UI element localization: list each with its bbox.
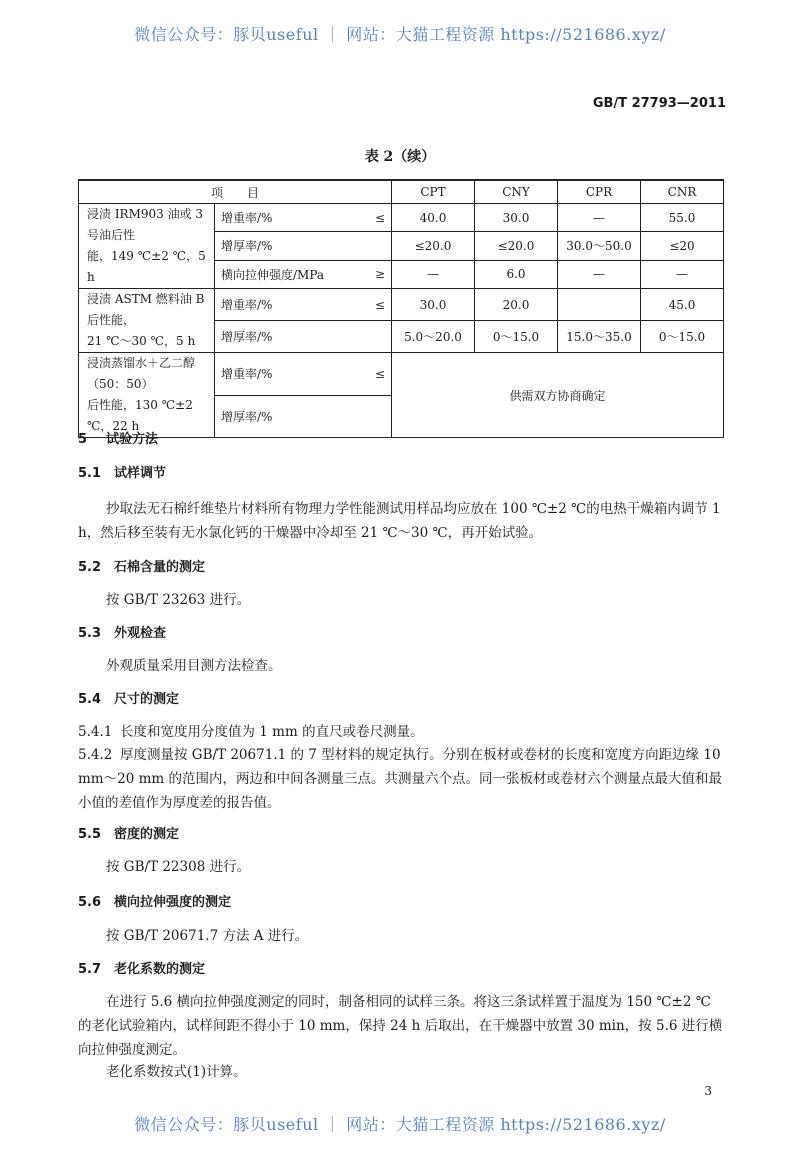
value-cell: ≤20.0 <box>475 232 558 260</box>
paragraph-5-7: 在进行 5.6 横向拉伸强度测定的同时，制备相同的试样三条。将这三条试样置于温度为 150 ℃±2 ℃ 的老化试验箱内，试样间距不得小于 10 mm，保持 24 h 后取出，在干燥器中放置 30 min，按 5.6 进行横向拉伸强度测定。 <box>78 994 723 1058</box>
operator: ≤ <box>361 289 392 321</box>
value-cell: 0～15.0 <box>641 321 724 353</box>
spec-table <box>78 179 724 438</box>
header-cpt: CPT <box>392 180 475 204</box>
value-cell: ≤20 <box>641 232 724 260</box>
paragraph-5-3: 外观质量采用目测方法检查。 <box>106 658 282 674</box>
value-cell: 55.0 <box>641 204 724 232</box>
section-number: 5.1 <box>78 466 102 481</box>
table-row <box>79 289 724 321</box>
clause-5-4-2 <box>78 743 724 815</box>
merged-value-cell: 供需双方协商确定 <box>392 353 724 438</box>
value-cell: ≤20.0 <box>392 232 475 260</box>
watermark-bottom: 微信公众号：豚贝useful ｜ 网站：大猫工程资源 https://521686.xyz/ <box>134 1115 666 1134</box>
section-title: 试验方法 <box>106 432 159 447</box>
clause-number: 5.4.1 <box>78 724 113 740</box>
table-row <box>79 353 724 396</box>
condition-cell <box>79 353 215 438</box>
value-cell: — <box>641 260 724 288</box>
condition-cell <box>79 204 215 289</box>
operator <box>361 232 392 260</box>
header-cny: CNY <box>475 180 558 204</box>
operator: ≤ <box>361 353 392 396</box>
condition-line: 浸渍蒸馏水＋乙二醇（50：50） <box>87 356 196 391</box>
clause-5-4-1 <box>78 721 724 744</box>
condition-line: 后性能，130 ℃±2 ℃，22 h <box>87 398 193 433</box>
section-title: 尺寸的测定 <box>114 692 180 707</box>
value-cell: 20.0 <box>475 289 558 321</box>
value-cell: 5.0～20.0 <box>392 321 475 353</box>
property-label: 增重率/% <box>215 289 362 321</box>
value-cell: 45.0 <box>641 289 724 321</box>
condition-line: 21 ℃～30 ℃，5 h <box>87 334 196 348</box>
value-cell: — <box>392 260 475 288</box>
section-number: 5.5 <box>78 827 102 842</box>
operator: ≤ <box>361 204 392 232</box>
value-cell: 30.0 <box>392 289 475 321</box>
section-title: 外观检查 <box>114 626 167 641</box>
property-label: 增重率/% <box>215 353 362 396</box>
value-cell: — <box>558 260 641 288</box>
watermark-top: 微信公众号：豚贝useful ｜ 网站：大猫工程资源 https://521686.xyz/ <box>134 25 666 44</box>
section-heading-5-3 <box>78 622 724 645</box>
header-cpr: CPR <box>558 180 641 204</box>
clause-number: 5.4.2 <box>78 747 113 763</box>
operator: ≥ <box>361 260 392 288</box>
section-title: 石棉含量的测定 <box>114 560 206 575</box>
table-header-row <box>79 180 724 204</box>
value-cell <box>558 289 641 321</box>
table-caption: 表 2（续） <box>364 149 436 165</box>
clause-text: 长度和宽度用分度值为 1 mm 的直尺或卷尺测量。 <box>120 724 424 740</box>
paragraph-5-7-formula-ref: 老化系数按式(1)计算。 <box>106 1064 247 1080</box>
section-number: 5.6 <box>78 895 102 910</box>
table-row <box>79 204 724 232</box>
section-heading-5 <box>78 428 724 451</box>
section-title: 试样调节 <box>114 466 167 481</box>
condition-line: 浸渍 IRM903 油或 3 号油后性 <box>87 207 204 242</box>
section-title: 密度的测定 <box>114 827 180 842</box>
value-cell: 0～15.0 <box>475 321 558 353</box>
section-heading-5-2 <box>78 556 724 579</box>
value-cell: 30.0 <box>475 204 558 232</box>
header-item: 项 目 <box>79 180 392 204</box>
section-heading-5-1 <box>78 462 724 485</box>
section-heading-5-7 <box>78 958 724 981</box>
value-cell: 15.0～35.0 <box>558 321 641 353</box>
property-label: 横向拉伸强度/MPa <box>215 260 362 288</box>
paragraph-5-1: 抄取法无石棉纤维垫片材料所有物理力学性能测试用样品均应放在 100 ℃±2 ℃的电热干燥箱内调节 1 h，然后移至装有无水氯化钙的干燥器中冷却至 21 ℃～30 ℃，再开始试验。 <box>78 501 721 541</box>
section-number: 5.2 <box>78 560 102 575</box>
section-number: 5.4 <box>78 692 102 707</box>
property-label: 增厚率/% <box>215 395 362 438</box>
section-number: 5 <box>78 432 88 447</box>
header-cnr: CNR <box>641 180 724 204</box>
paragraph-5-6: 按 GB/T 20671.7 方法 A 进行。 <box>106 928 309 944</box>
section-title: 老化系数的测定 <box>114 962 206 977</box>
value-cell: 6.0 <box>475 260 558 288</box>
section-heading-5-4 <box>78 688 724 711</box>
value-cell: 30.0～50.0 <box>558 232 641 260</box>
condition-cell <box>79 289 215 353</box>
property-label: 增厚率/% <box>215 232 362 260</box>
section-heading-5-5 <box>78 823 724 846</box>
value-cell: — <box>558 204 641 232</box>
operator <box>361 321 392 353</box>
clause-text: 厚度测量按 GB/T 20671.1 的 7 型材料的规定执行。分别在板材或卷材的长度和宽度方向距边缘 10 mm～20 mm 的范围内，两边和中间各测量三点。共测量六个点。同一张板材或卷材六个测量点最大值和最小值的差值作为厚度差的报告值。 <box>78 747 722 811</box>
page-number: 3 <box>704 1084 712 1098</box>
section-title: 横向拉伸强度的测定 <box>114 895 232 910</box>
paragraph-5-5: 按 GB/T 22308 进行。 <box>106 859 251 875</box>
property-label: 增厚率/% <box>215 321 362 353</box>
standard-number: GB/T 27793—2011 <box>592 96 726 111</box>
section-number: 5.7 <box>78 962 102 977</box>
paragraph-5-2: 按 GB/T 23263 进行。 <box>106 592 251 608</box>
condition-line: 浸渍 ASTM 燃料油 B 后性能， <box>87 292 205 327</box>
section-heading-5-6 <box>78 891 724 914</box>
value-cell: 40.0 <box>392 204 475 232</box>
section-number: 5.3 <box>78 626 102 641</box>
property-label: 增重率/% <box>215 204 362 232</box>
condition-line: 能，149 ℃±2 ℃，5 h <box>87 249 206 284</box>
